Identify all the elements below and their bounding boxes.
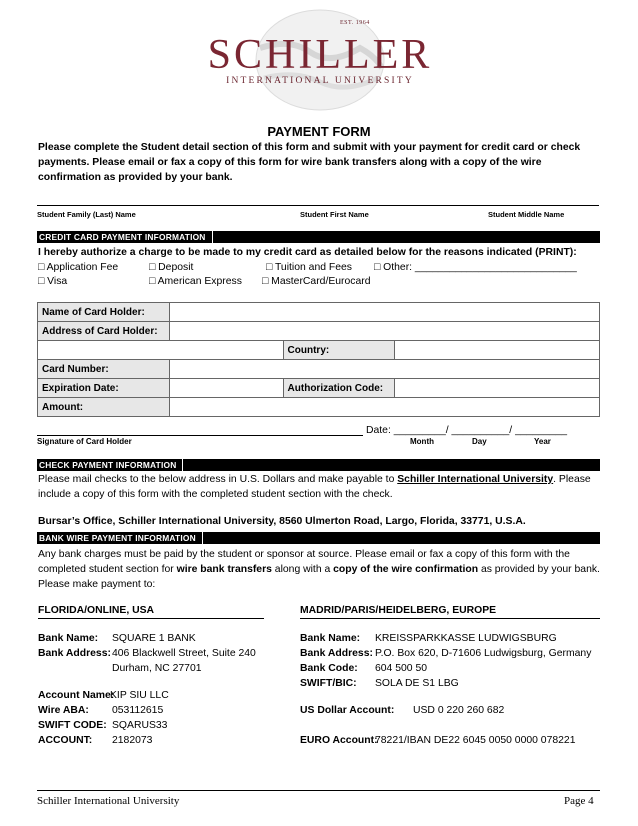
day-label: Day xyxy=(472,437,487,446)
logo-subtitle: INTERNATIONAL UNIVERSITY xyxy=(226,76,414,86)
card-number-field[interactable] xyxy=(169,360,599,379)
amount-field[interactable] xyxy=(169,398,599,417)
option-deposit[interactable]: □ Deposit xyxy=(149,262,194,273)
check-payment-header: CHECK PAYMENT INFORMATION xyxy=(37,459,600,471)
wire-text-line2: completed student section for wire bank transfers along with a copy of the wire confirmation as provided by your bank. xyxy=(38,564,600,575)
table-row xyxy=(38,341,600,360)
date-line[interactable]: Date: _________/ __________/ _________ xyxy=(366,425,568,436)
eu-swift-label: SWIFT/BIC: xyxy=(300,678,357,689)
eu-bank-heading: MADRID/PARIS/HEIDELBERG, EUROPE xyxy=(300,603,600,619)
us-swift: SQARUS33 xyxy=(112,720,168,731)
us-bank-address-2: Durham, NC 27701 xyxy=(112,663,202,674)
us-account: 2182073 xyxy=(112,735,153,746)
eu-swift: SOLA DE S1 LBG xyxy=(375,678,459,689)
eu-bank-name: KREISSPARKKASSE LUDWIGSBURG xyxy=(375,633,557,644)
us-bank-address-label: Bank Address: xyxy=(38,648,111,659)
us-bank-address-1: 406 Blackwell Street, Suite 240 xyxy=(112,648,256,659)
eu-euro-account: 78221/IBAN DE22 6045 0050 0000 078221 xyxy=(375,735,576,746)
option-mastercard[interactable]: □ MasterCard/Eurocard xyxy=(262,276,371,287)
wire-text-line1: Any bank charges must be paid by the student or sponsor at source. Please email or fax a copy of this form with the xyxy=(38,549,570,560)
amount-label: Amount: xyxy=(38,398,170,417)
intro-text: Please complete the Student detail section of this form and submit with your payment for credit card or check payments. Please email or fax a copy of this form for wire bank transfers along with a copy of the wire confirmation as provided by your bank. xyxy=(38,142,581,183)
card-address-field[interactable] xyxy=(169,322,599,341)
authorize-text: I hereby authorize a charge to be made to my credit card as detailed below for the reasons indicated (PRINT): xyxy=(38,247,577,258)
month-label: Month xyxy=(410,437,434,446)
card-address-field-2[interactable] xyxy=(38,341,284,360)
table-row xyxy=(38,379,600,398)
page-title: PAYMENT FORM xyxy=(267,124,371,139)
credit-card-header: CREDIT CARD PAYMENT INFORMATION xyxy=(37,231,600,243)
option-application-fee[interactable]: □ Application Fee xyxy=(38,262,119,273)
card-holder-field[interactable] xyxy=(169,303,599,322)
bank-wire-header: BANK WIRE PAYMENT INFORMATION xyxy=(37,532,600,544)
check-text-line1: Please mail checks to the below address in U.S. Dollars and make payable to Schiller International University. Please xyxy=(38,474,591,485)
eu-usd-account-label: US Dollar Account: xyxy=(300,705,395,716)
us-bank-heading: FLORIDA/ONLINE, USA xyxy=(38,603,264,619)
university-logo xyxy=(160,8,480,116)
footer-divider xyxy=(37,790,600,791)
logo-name: SCHILLER xyxy=(207,32,433,78)
us-bank-name-label: Bank Name: xyxy=(38,633,99,644)
footer-page-number: Page 4 xyxy=(564,795,594,807)
expiration-label: Expiration Date: xyxy=(38,379,170,398)
us-aba-label: Wire ABA: xyxy=(38,705,89,716)
table-row xyxy=(38,398,600,417)
country-field[interactable] xyxy=(395,341,600,360)
us-bank-name: SQUARE 1 BANK xyxy=(112,633,196,644)
eu-bank-code-label: Bank Code: xyxy=(300,663,358,674)
table-row xyxy=(38,322,600,341)
card-address-label: Address of Card Holder: xyxy=(38,322,170,341)
year-label: Year xyxy=(534,437,551,446)
signature-label: Signature of Card Holder xyxy=(37,437,132,446)
label-last-name: Student Family (Last) Name xyxy=(37,210,136,219)
us-account-name: KIP SIU LLC xyxy=(110,690,169,701)
eu-bank-name-label: Bank Name: xyxy=(300,633,361,644)
signature-line[interactable] xyxy=(37,435,363,436)
label-first-name: Student First Name xyxy=(300,210,369,219)
eu-bank-address: P.O. Box 620, D-71606 Ludwigsburg, Germany xyxy=(375,648,592,659)
authorization-code-label: Authorization Code: xyxy=(283,379,395,398)
us-account-name-label: Account Name: xyxy=(38,690,115,701)
country-label: Country: xyxy=(283,341,395,360)
eu-bank-address-label: Bank Address: xyxy=(300,648,373,659)
eu-euro-account-label: EURO Account: xyxy=(300,735,378,746)
us-aba: 053112615 xyxy=(112,705,164,716)
us-account-label: ACCOUNT: xyxy=(38,735,93,746)
eu-bank-code: 604 500 50 xyxy=(375,663,428,674)
expiration-field[interactable] xyxy=(169,379,283,398)
authorization-code-field[interactable] xyxy=(395,379,600,398)
table-row xyxy=(38,303,600,322)
bursar-address: Bursar’s Office, Schiller International University, 8560 Ulmerton Road, Largo, Florida, 33771, U.S.A. xyxy=(38,516,526,527)
option-other[interactable]: □ Other: ____________________________ xyxy=(374,262,577,273)
option-american-express[interactable]: □ American Express xyxy=(149,276,242,287)
option-tuition-fees[interactable]: □ Tuition and Fees xyxy=(266,262,352,273)
logo-est: EST. 1964 xyxy=(340,20,370,26)
eu-usd-account: USD 0 220 260 682 xyxy=(413,705,505,716)
payee-name: Schiller International University xyxy=(397,474,554,485)
option-visa[interactable]: □ Visa xyxy=(38,276,68,287)
us-swift-label: SWIFT CODE: xyxy=(38,720,107,731)
wire-text-line3: Please make payment to: xyxy=(38,579,156,590)
footer-university: Schiller International University xyxy=(37,795,180,807)
check-text-line2: include a copy of this form with the completed student section with the check. xyxy=(38,489,393,500)
table-row xyxy=(38,360,600,379)
card-number-label: Card Number: xyxy=(38,360,170,379)
label-middle-name: Student Middle Name xyxy=(488,210,565,219)
card-details-table xyxy=(37,302,600,417)
card-holder-label: Name of Card Holder: xyxy=(38,303,170,322)
student-name-line[interactable] xyxy=(37,205,599,206)
